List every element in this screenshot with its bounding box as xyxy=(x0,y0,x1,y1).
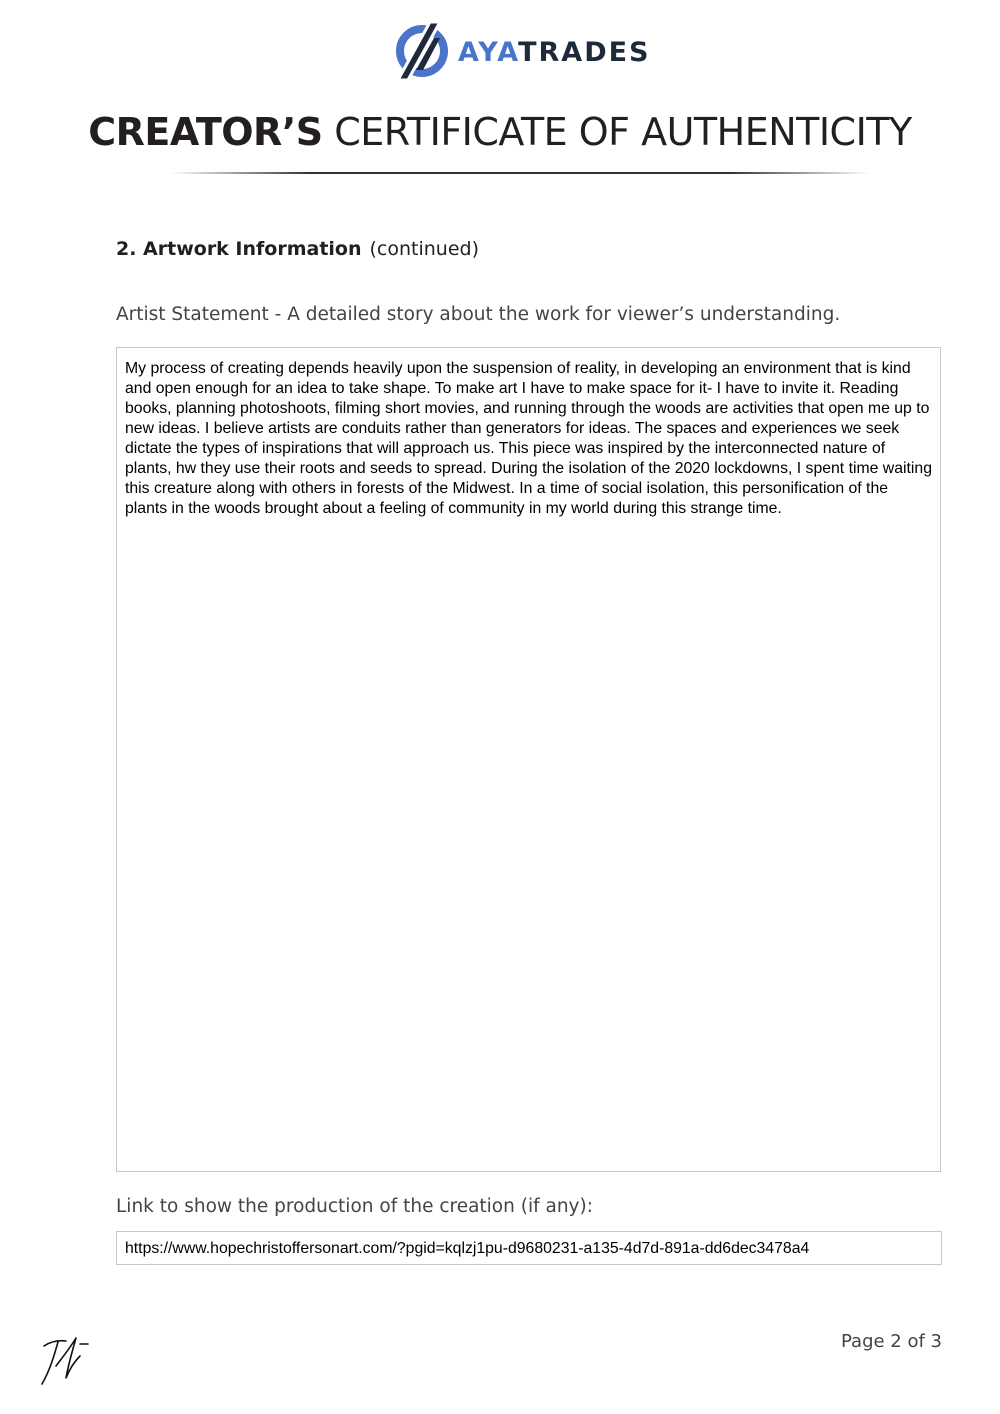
artist-statement-text: My process of creating depends heavily upon the suspension of reality, in developing an environment that is kind and open enough for an idea to take shape. To make art I have to make space for it- I have to invite it. Reading books, planning photoshoots, filming short movies, and running through the woods are activities that open me up to new ideas. I believe artists are conduits rather than generators for ideas. The spaces and experiences we seek dictate the types of inspirations that will approach us. This piece was inspired by the interconnected nature of plants, hw they use their roots and seeds to spread. During the isolation of the 2020 lockdowns, I spent time waiting this creature along with others in forests of the Midwest. In a time of social isolation, this personification of the plants in the woods brought about a feeling of community in my world during this strange time. xyxy=(125,360,932,517)
brand-name xyxy=(458,37,651,68)
artist-statement-field[interactable] xyxy=(116,347,941,1172)
ayatrades-logo-icon xyxy=(390,18,460,84)
brand-name-trades: TRADES xyxy=(518,36,651,68)
section-heading-title: 2. Artwork Information xyxy=(116,238,362,260)
production-link-field[interactable] xyxy=(116,1231,942,1265)
section-heading-suffix: (continued) xyxy=(369,238,480,260)
certificate-title-bold: CREATOR’S xyxy=(88,110,323,154)
artist-statement-label: Artist Statement - A detailed story about the work for viewer’s understanding. xyxy=(116,304,841,325)
brand-logo xyxy=(390,18,670,84)
certificate-title-light: CERTIFICATE OF AUTHENTICITY xyxy=(334,110,912,154)
title-divider xyxy=(170,172,870,174)
handwritten-signature xyxy=(36,1330,96,1390)
brand-name-aya: AYA xyxy=(458,36,519,68)
production-link-label: Link to show the production of the creation (if any): xyxy=(116,1196,593,1217)
certificate-title xyxy=(0,110,1000,154)
page-number: Page 2 of 3 xyxy=(841,1331,942,1352)
production-link-value: https://www.hopechristoffersonart.com/?pgid=kqlzj1pu-d9680231-a135-4d7d-891a-dd6dec3478a4 xyxy=(125,1240,810,1257)
section-heading xyxy=(116,238,479,260)
